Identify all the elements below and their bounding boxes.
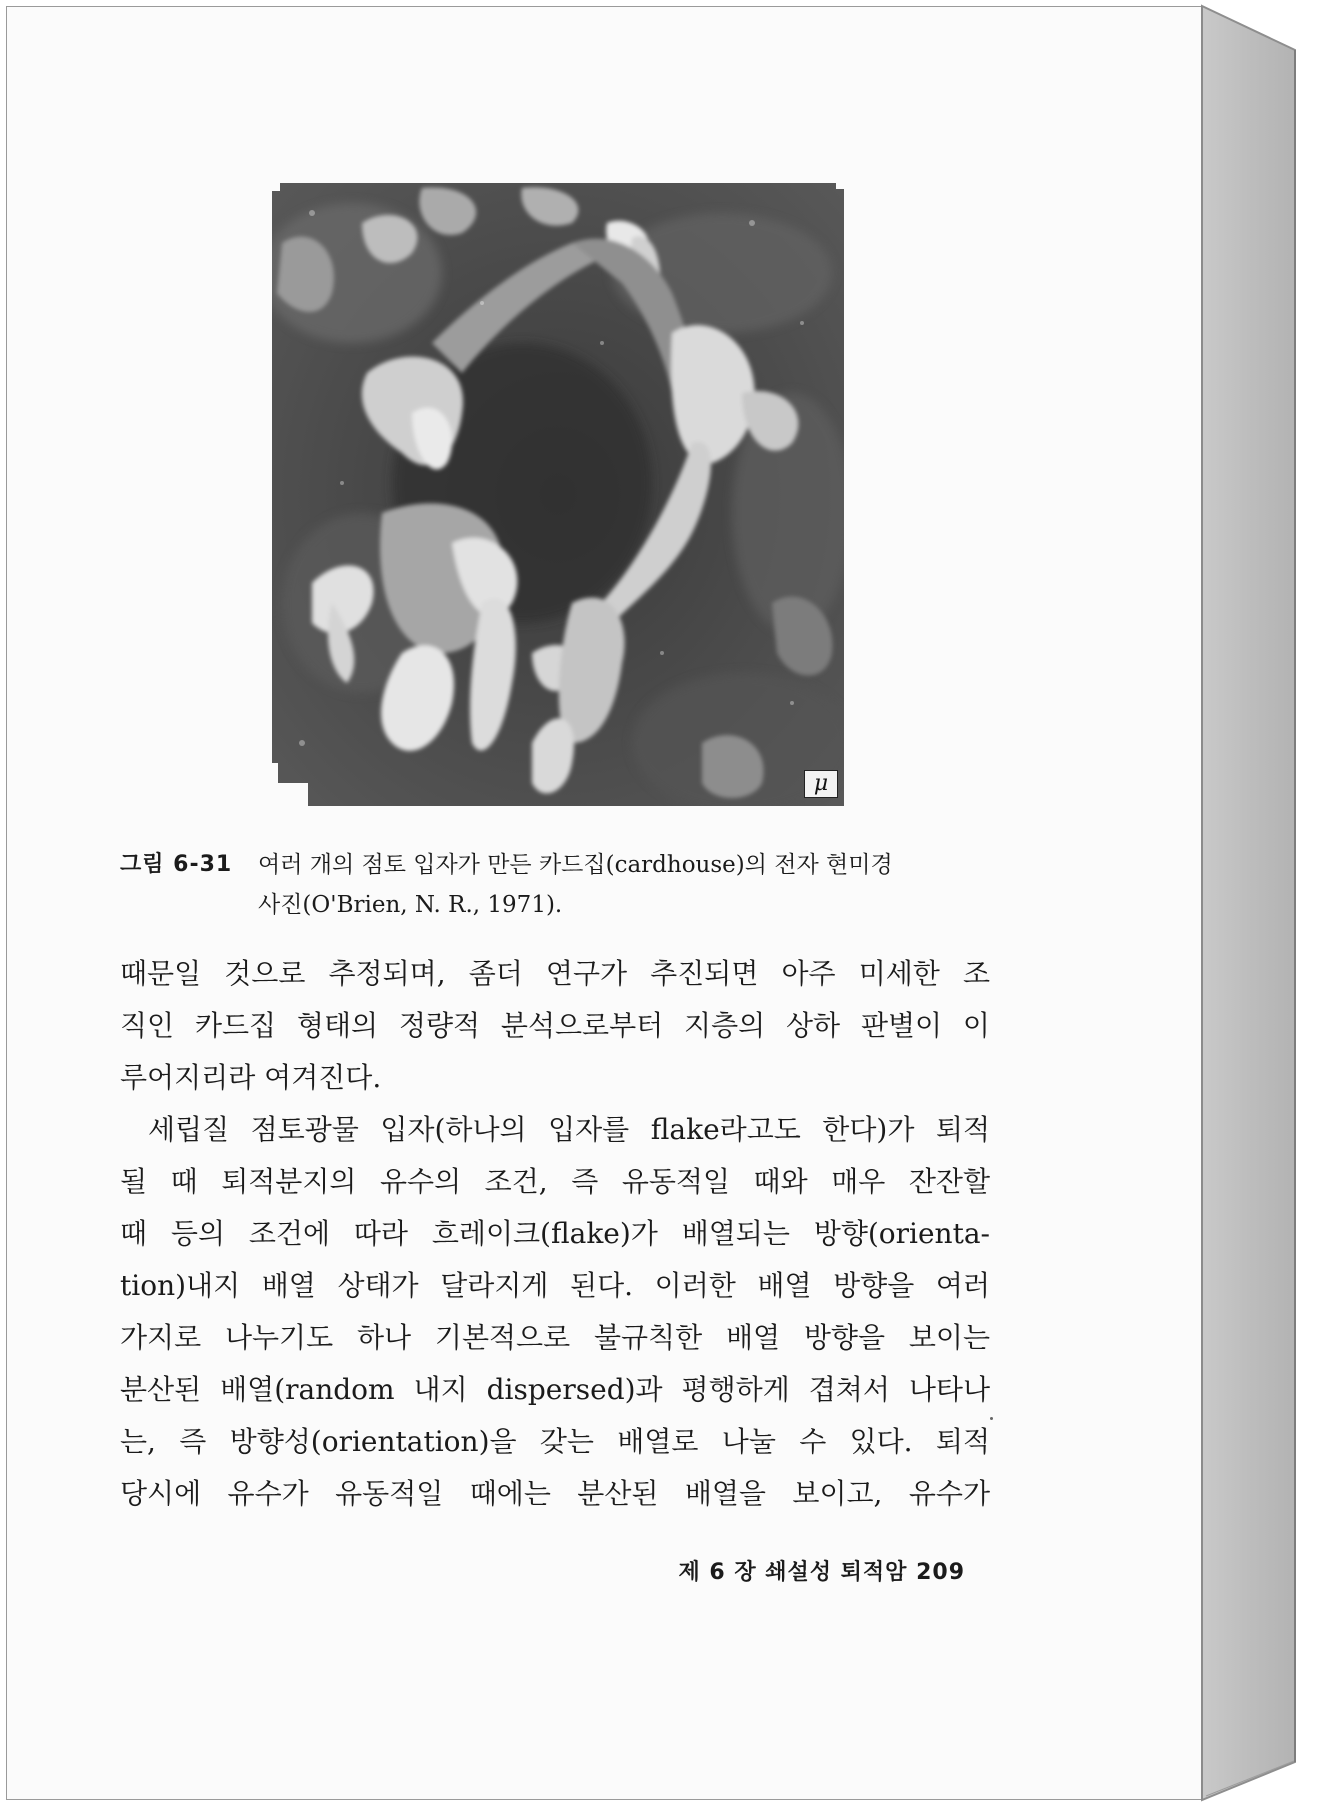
caption-line-1: 여러 개의 점토 입자가 만든 카드집(cardhouse)의 전자 현미경: [258, 852, 893, 878]
scale-bar-label: μ: [804, 770, 838, 798]
body-line: 직인 카드집 형태의 정량적 분석으로부터 지층의 상하 판별이 이: [120, 1009, 990, 1042]
body-line: tion)내지 배열 상태가 달라지게 된다. 이러한 배열 방향을 여러: [120, 1269, 990, 1302]
body-line: 당시에 유수가 유동적일 때에는 분산된 배열을 보이고, 유수가: [120, 1477, 990, 1510]
figure-label: 그림 6-31: [120, 852, 233, 877]
caption-line-2: 사진(O'Brien, N. R., 1971).: [258, 892, 563, 918]
body-line: 가지로 나누기도 하나 기본적으로 불규칙한 배열 방향을 보이는: [120, 1321, 990, 1354]
body-text: [120, 948, 990, 1520]
body-line: 될 때 퇴적분지의 유수의 조건, 즉 유동적일 때와 매우 잔잔할: [120, 1165, 990, 1198]
page-footer: 제 6 장 쇄설성 퇴적암 209: [678, 1560, 965, 1585]
figure-photo: [272, 183, 844, 806]
body-line: 는, 즉 방향성(orientation)을 갖는 배열로 나눌 수 있다. 퇴적: [120, 1425, 990, 1458]
body-line: 때문일 것으로 추정되며, 좀더 연구가 추진되면 아주 미세한 조: [120, 957, 990, 990]
body-line: 분산된 배열(random 내지 dispersed)과 평행하게 겹쳐서 나타나: [120, 1373, 990, 1406]
print-speck: [990, 1417, 993, 1420]
body-line: 루어지리라 여겨진다.: [120, 1061, 382, 1094]
body-line: 세립질 점토광물 입자(하나의 입자를 flake라고도 한다)가 퇴적: [148, 1113, 990, 1146]
body-line: 때 등의 조건에 따라 흐레이크(flake)가 배열되는 방향(orienta-: [120, 1217, 990, 1250]
